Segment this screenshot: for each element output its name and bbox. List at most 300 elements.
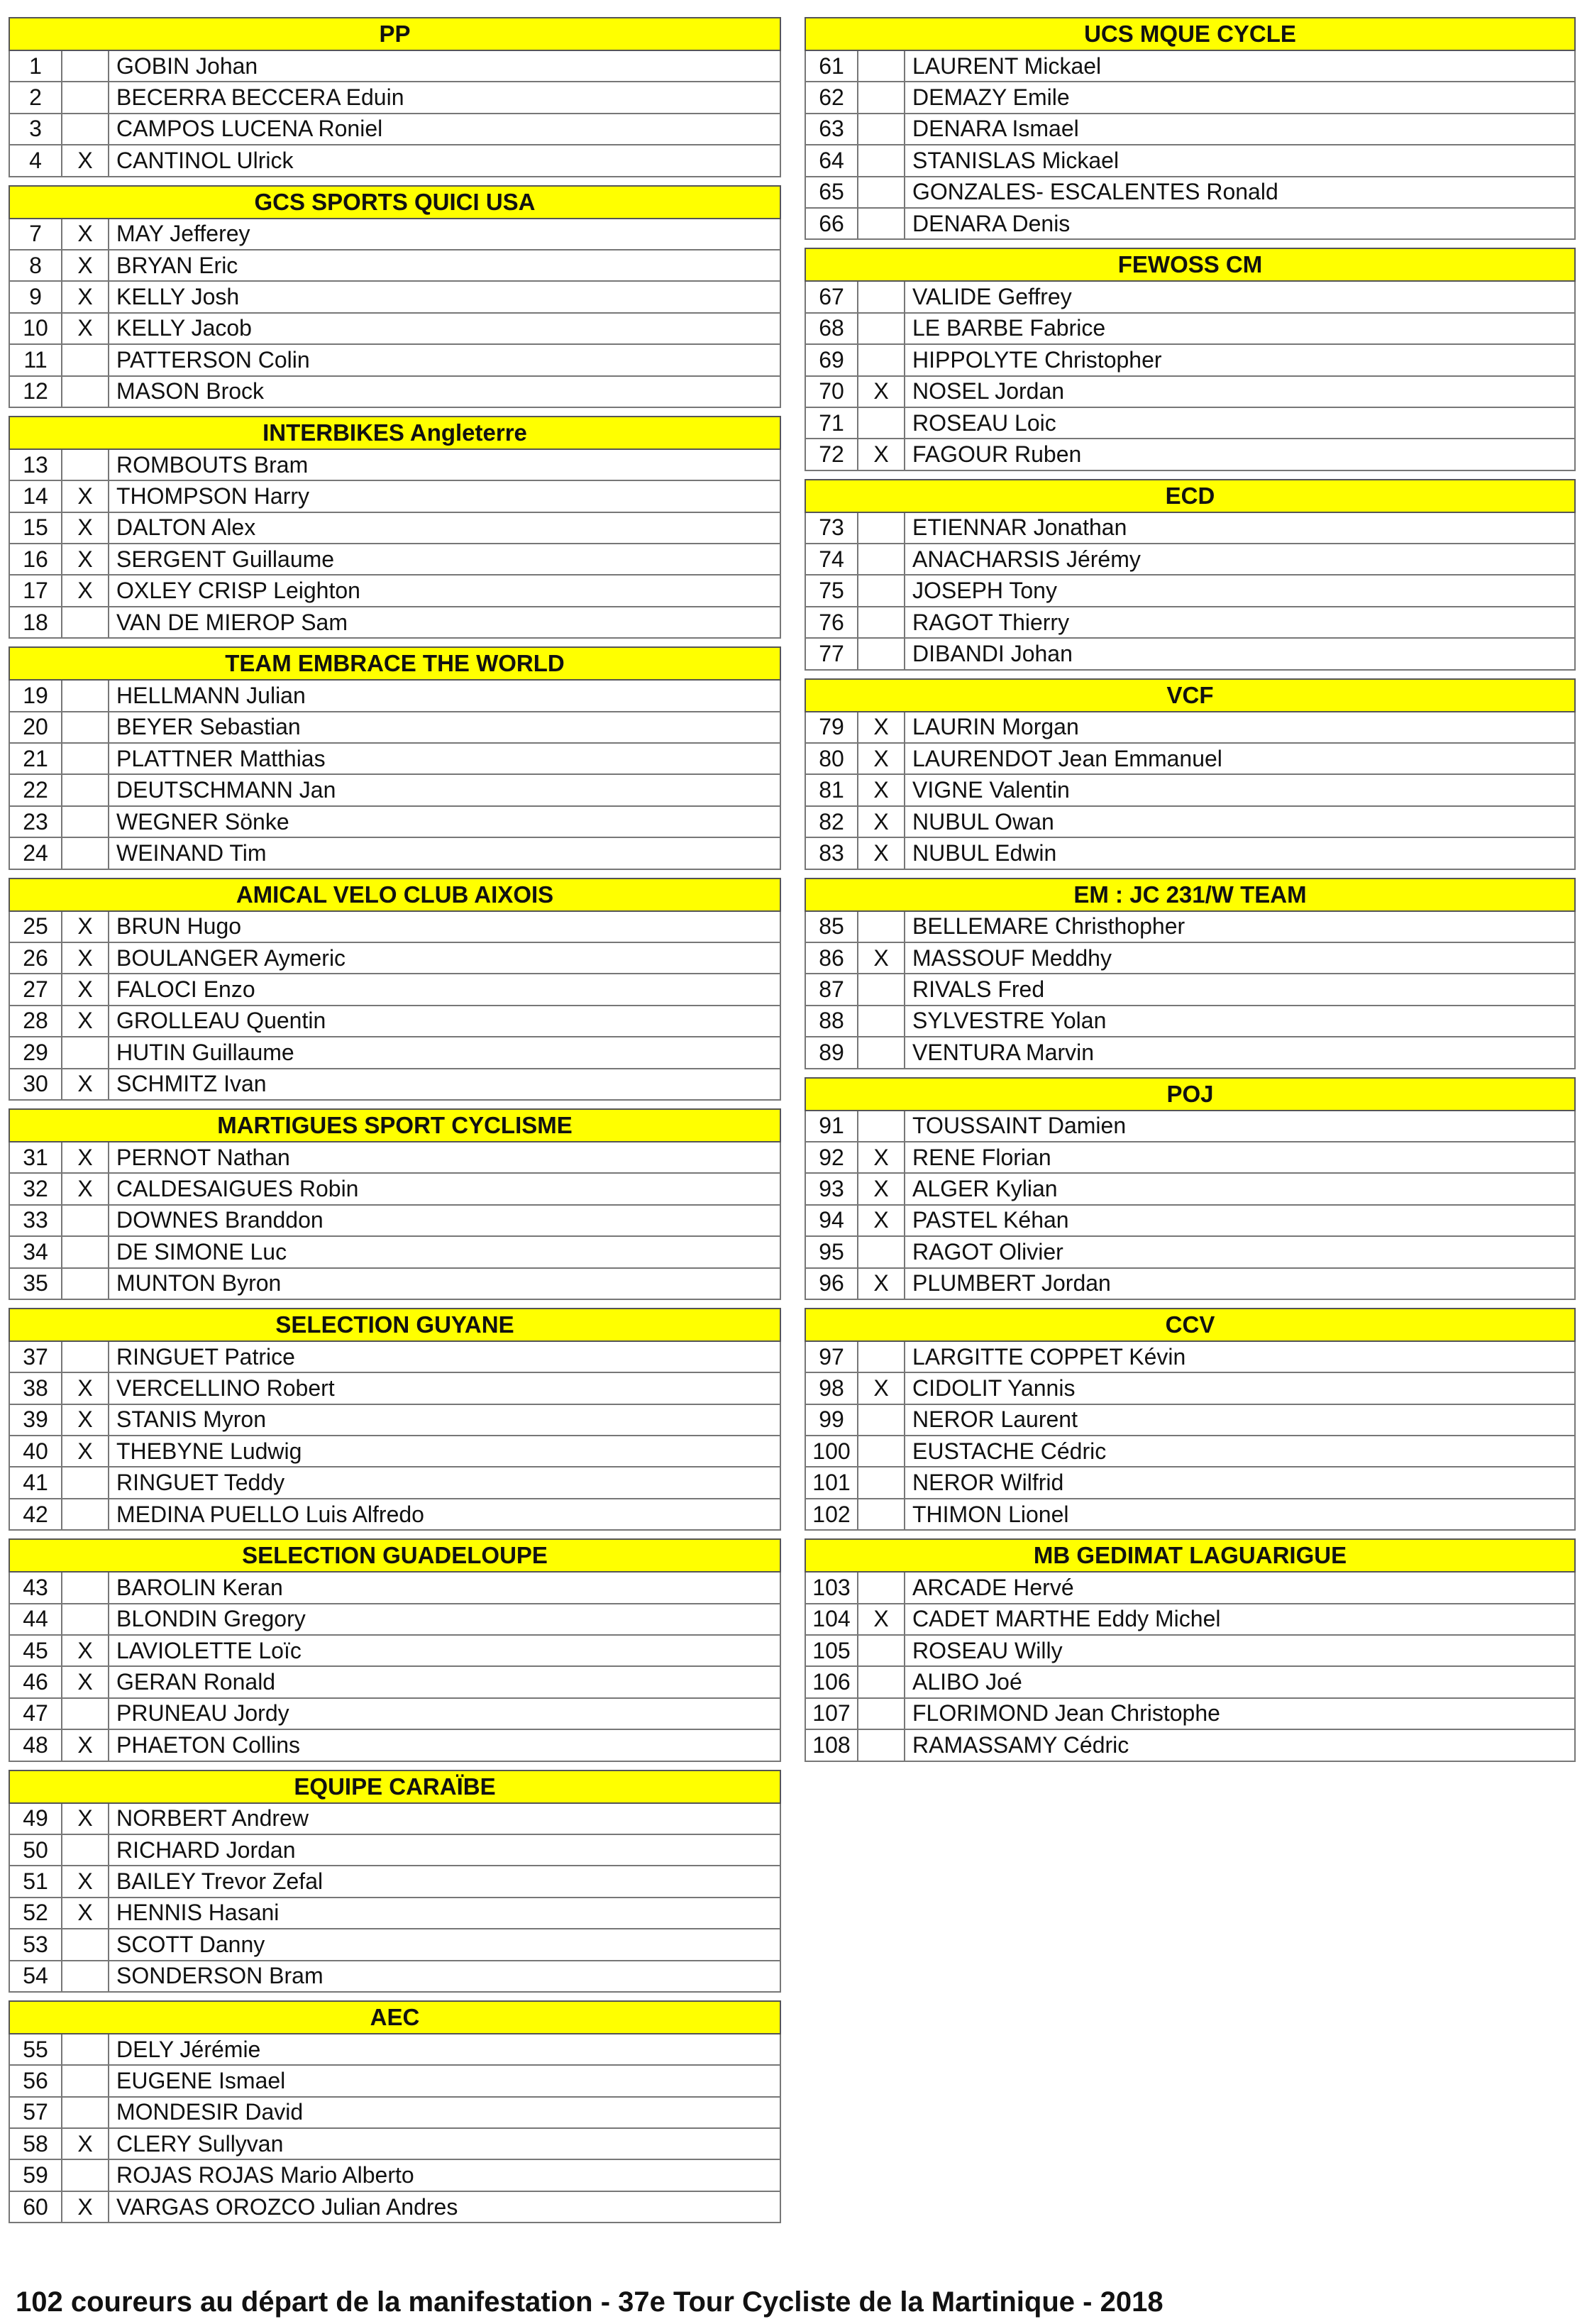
rider-name: ROJAS ROJAS Mario Alberto: [116, 2162, 414, 2188]
rider-name: DALTON Alex: [116, 514, 256, 541]
rider-name: MAY Jefferey: [116, 221, 250, 247]
rider-number: 9: [10, 282, 62, 312]
rider-number: 10: [10, 314, 62, 343]
rider-number: 47: [10, 1699, 62, 1729]
rider-number: 70: [806, 377, 858, 407]
rider-number: 64: [806, 145, 858, 175]
rider-number: 100: [806, 1436, 858, 1466]
rider-row: [9, 314, 781, 345]
rider-name: BECERRA BECCERA Eduin: [116, 84, 404, 111]
rider-mark: [858, 1436, 905, 1466]
rider-mark: X: [858, 1373, 905, 1403]
rider-mark: X: [62, 1636, 109, 1665]
rider-name: EUSTACHE Cédric: [912, 1438, 1107, 1464]
rider-row: [805, 1373, 1576, 1404]
team-header: UCS MQUE CYCLE: [805, 17, 1576, 51]
rider-number: 42: [10, 1499, 62, 1529]
rider-number: 7: [10, 219, 62, 249]
rider-row: [805, 1142, 1576, 1174]
rider-row: [805, 544, 1576, 576]
rider-row: [9, 1499, 781, 1531]
rider-mark: [858, 576, 905, 605]
rider-number: 88: [806, 1006, 858, 1036]
rider-row: [805, 1499, 1576, 1531]
rider-mark: [62, 114, 109, 144]
rider-name: SYLVESTRE Yolan: [912, 1008, 1107, 1034]
rider-mark: [62, 1206, 109, 1235]
rider-mark: [62, 775, 109, 805]
team-header: AMICAL VELO CLUB AIXOIS: [9, 878, 781, 912]
rider-number: 101: [806, 1467, 858, 1497]
team-block: [805, 248, 1576, 470]
rider-number: 19: [10, 681, 62, 710]
rider-number: 34: [10, 1237, 62, 1267]
rider-mark: [62, 1237, 109, 1267]
rider-mark: [62, 607, 109, 637]
rider-name: ROSEAU Loic: [912, 409, 1056, 436]
rider-name: BOULANGER Aymeric: [116, 945, 346, 971]
rider-name: STANIS Myron: [116, 1406, 266, 1433]
rider-row: [805, 744, 1576, 775]
rider-number: 99: [806, 1405, 858, 1435]
rider-row: [805, 314, 1576, 345]
rider-name: DE SIMONE Luc: [116, 1238, 287, 1265]
rider-name: DENARA Ismael: [912, 116, 1079, 142]
team-header: INTERBIKES Angleterre: [9, 416, 781, 450]
rider-mark: [62, 1929, 109, 1959]
rider-mark: [858, 1037, 905, 1067]
rider-name: BEYER Sebastian: [116, 714, 301, 740]
rider-mark: [62, 1269, 109, 1299]
rider-row: [9, 1835, 781, 1866]
rider-mark: [62, 1342, 109, 1372]
rider-row: [805, 177, 1576, 209]
rider-row: [805, 912, 1576, 943]
team-header: MARTIGUES SPORT CYCLISME: [9, 1108, 781, 1142]
rider-mark: [858, 1499, 905, 1529]
rider-row: [9, 1142, 781, 1174]
rider-mark: X: [62, 250, 109, 280]
rider-row: [9, 1573, 781, 1604]
rider-number: 80: [806, 744, 858, 773]
rider-row: [805, 1573, 1576, 1604]
rider-mark: [858, 314, 905, 343]
rider-row: [805, 377, 1576, 408]
rider-name: NORBERT Andrew: [116, 1805, 309, 1832]
rider-name: ROSEAU Willy: [912, 1637, 1063, 1663]
rider-number: 40: [10, 1436, 62, 1466]
team-block: [805, 1308, 1576, 1531]
rider-row: [805, 974, 1576, 1006]
rider-name: PHAETON Collins: [116, 1731, 301, 1758]
left-column: [9, 17, 781, 2231]
rider-number: 66: [806, 209, 858, 238]
rider-mark: X: [62, 282, 109, 312]
rider-name: CALDESAIGUES Robin: [116, 1176, 359, 1202]
team-header: EM : JC 231/W TEAM: [805, 878, 1576, 912]
team-block: [9, 878, 781, 1101]
rider-mark: X: [62, 2129, 109, 2159]
rider-row: [805, 439, 1576, 470]
rider-name: RAGOT Olivier: [912, 1238, 1063, 1265]
rider-row: [9, 744, 781, 775]
rider-name: BAILEY Trevor Zefal: [116, 1868, 324, 1895]
rider-row: [805, 145, 1576, 177]
rider-name: DEUTSCHMANN Jan: [116, 777, 336, 803]
rider-number: 3: [10, 114, 62, 144]
rider-name: HELLMANN Julian: [116, 682, 306, 708]
rider-name: LAURIN Morgan: [912, 714, 1079, 740]
rider-name: MUNTON Byron: [116, 1270, 282, 1296]
rider-name: NEROR Wilfrid: [912, 1470, 1064, 1496]
rider-number: 12: [10, 377, 62, 407]
rider-row: [9, 1730, 781, 1761]
rider-number: 22: [10, 775, 62, 805]
rider-row: [805, 1436, 1576, 1467]
rider-name: RINGUET Patrice: [116, 1343, 295, 1370]
rider-name: MEDINA PUELLO Luis Alfredo: [116, 1501, 424, 1527]
rider-mark: [858, 177, 905, 207]
rider-name: JOSEPH Tony: [912, 578, 1057, 604]
rider-row: [805, 1006, 1576, 1037]
rider-number: 52: [10, 1898, 62, 1928]
rider-mark: [858, 1467, 905, 1497]
rider-name: SONDERSON Bram: [116, 1963, 324, 1989]
rider-number: 85: [806, 912, 858, 942]
rider-row: [9, 2129, 781, 2160]
rider-mark: X: [62, 513, 109, 543]
rider-mark: X: [62, 145, 109, 175]
rider-name: ALGER Kylian: [912, 1176, 1058, 1202]
rider-row: [805, 1174, 1576, 1205]
rider-row: [9, 1636, 781, 1667]
rider-mark: [62, 450, 109, 480]
rider-mark: [62, 82, 109, 112]
rider-number: 44: [10, 1604, 62, 1634]
team-block: [805, 17, 1576, 240]
rider-mark: [858, 1111, 905, 1141]
rider-number: 37: [10, 1342, 62, 1372]
team-block: [9, 1770, 781, 1993]
rider-number: 32: [10, 1174, 62, 1204]
rider-row: [805, 513, 1576, 544]
team-block: [9, 17, 781, 177]
team-header: CCV: [805, 1308, 1576, 1342]
rider-row: [9, 2066, 781, 2097]
rider-name: VIGNE Valentin: [912, 777, 1070, 803]
rider-number: 82: [806, 807, 858, 837]
rider-number: 58: [10, 2129, 62, 2159]
rider-mark: X: [62, 1069, 109, 1099]
footer-summary: 102 coureurs au départ de la manifestation - 37e Tour Cycliste de la Martinique - 2018: [16, 2286, 1163, 2318]
rider-name: GONZALES- ESCALENTES Ronald: [912, 179, 1278, 205]
rider-row: [805, 943, 1576, 974]
rider-row: [9, 219, 781, 250]
rider-number: 103: [806, 1573, 858, 1602]
rider-row: [9, 282, 781, 313]
rider-row: [9, 681, 781, 712]
rider-row: [9, 1373, 781, 1404]
team-block: [9, 1308, 781, 1531]
rider-mark: X: [858, 838, 905, 868]
rider-row: [805, 408, 1576, 439]
rider-row: [9, 838, 781, 869]
rider-row: [805, 114, 1576, 145]
rider-name: PLUMBERT Jordan: [912, 1270, 1111, 1296]
rider-number: 77: [806, 639, 858, 668]
rider-row: [9, 1174, 781, 1205]
rider-mark: [62, 1499, 109, 1529]
rider-number: 49: [10, 1804, 62, 1834]
rider-mark: X: [62, 544, 109, 574]
rider-number: 33: [10, 1206, 62, 1235]
rider-name: DENARA Denis: [912, 210, 1071, 236]
rider-row: [805, 576, 1576, 607]
rider-number: 27: [10, 974, 62, 1004]
rider-number: 68: [806, 314, 858, 343]
rider-name: SCOTT Danny: [116, 1931, 265, 1957]
rider-row: [9, 145, 781, 177]
rider-name: CANTINOL Ulrick: [116, 147, 294, 173]
rider-mark: [858, 1006, 905, 1036]
rider-mark: [62, 681, 109, 710]
rider-row: [9, 114, 781, 145]
rider-name: NUBUL Owan: [912, 808, 1054, 835]
rider-name: BAROLIN Keran: [116, 1574, 283, 1600]
rider-name: BRYAN Eric: [116, 252, 238, 278]
rider-mark: [858, 1636, 905, 1665]
rider-number: 105: [806, 1636, 858, 1665]
rider-name: RIVALS Fred: [912, 976, 1045, 1003]
rider-row: [805, 51, 1576, 82]
rider-number: 59: [10, 2160, 62, 2190]
rider-row: [805, 775, 1576, 806]
rider-number: 108: [806, 1730, 858, 1760]
rider-mark: X: [62, 1373, 109, 1403]
rider-mark: X: [858, 1174, 905, 1204]
rider-name: CIDOLIT Yannis: [912, 1375, 1076, 1401]
rider-row: [9, 82, 781, 114]
rider-number: 76: [806, 607, 858, 637]
rider-number: 31: [10, 1142, 62, 1172]
rider-name: VENTURA Marvin: [912, 1039, 1095, 1065]
rider-row: [9, 1467, 781, 1499]
rider-number: 81: [806, 775, 858, 805]
rider-name: EUGENE Ismael: [116, 2068, 286, 2093]
rider-row: [805, 1269, 1576, 1300]
team-header: EQUIPE CARAÏBE: [9, 1770, 781, 1804]
rider-mark: [62, 1961, 109, 1991]
rider-row: [805, 838, 1576, 869]
rider-row: [805, 1604, 1576, 1636]
team-header: POJ: [805, 1077, 1576, 1111]
rider-number: 56: [10, 2066, 62, 2096]
rider-mark: [62, 1835, 109, 1865]
rider-number: 73: [806, 513, 858, 543]
rider-name: HIPPOLYTE Christopher: [912, 346, 1162, 373]
rider-row: [9, 1929, 781, 1961]
rider-row: [9, 1699, 781, 1730]
rider-name: BELLEMARE Christhopher: [912, 913, 1185, 940]
team-block: [805, 878, 1576, 1069]
rider-number: 57: [10, 2098, 62, 2127]
rider-number: 41: [10, 1467, 62, 1497]
rider-number: 91: [806, 1111, 858, 1141]
rider-number: 30: [10, 1069, 62, 1099]
team-block: [805, 479, 1576, 671]
rider-name: FAGOUR Ruben: [912, 441, 1082, 467]
rider-mark: [858, 1342, 905, 1372]
rider-row: [805, 1037, 1576, 1069]
rider-mark: X: [858, 377, 905, 407]
rider-name: RENE Florian: [912, 1144, 1051, 1170]
rider-number: 61: [806, 51, 858, 81]
rider-mark: X: [62, 1866, 109, 1896]
team-header: GCS SPORTS QUICI USA: [9, 185, 781, 219]
rider-row: [805, 1467, 1576, 1499]
rider-number: 11: [10, 345, 62, 375]
rider-number: 50: [10, 1835, 62, 1865]
rider-row: [9, 974, 781, 1006]
rider-mark: [858, 974, 905, 1004]
rider-mark: X: [62, 1436, 109, 1466]
rider-mark: X: [858, 1142, 905, 1172]
rider-row: [805, 209, 1576, 240]
rider-row: [9, 912, 781, 943]
team-block: [805, 678, 1576, 870]
team-header: PP: [9, 17, 781, 51]
rider-mark: X: [62, 974, 109, 1004]
rider-number: 53: [10, 1929, 62, 1959]
rider-mark: [858, 607, 905, 637]
rider-name: PRUNEAU Jordy: [116, 1700, 289, 1727]
rider-name: LE BARBE Fabrice: [912, 315, 1106, 341]
rider-mark: [62, 744, 109, 773]
rider-mark: [858, 912, 905, 942]
rider-row: [805, 1206, 1576, 1237]
rider-number: 95: [806, 1237, 858, 1267]
rider-row: [9, 1898, 781, 1929]
rider-name: CLERY Sullyvan: [116, 2130, 284, 2157]
team-block: [9, 1108, 781, 1300]
rider-number: 28: [10, 1006, 62, 1036]
rider-row: [9, 807, 781, 838]
rider-number: 60: [10, 2192, 62, 2222]
rider-row: [9, 513, 781, 544]
rider-row: [805, 639, 1576, 670]
rider-number: 2: [10, 82, 62, 112]
rider-mark: [858, 408, 905, 438]
rider-number: 89: [806, 1037, 858, 1067]
rider-mark: X: [62, 943, 109, 973]
rider-name: GERAN Ronald: [116, 1669, 276, 1695]
right-column: [805, 17, 1576, 1770]
rider-name: BRUN Hugo: [116, 913, 242, 940]
rider-row: [9, 1237, 781, 1268]
rider-mark: [858, 639, 905, 668]
rider-number: 13: [10, 450, 62, 480]
rider-mark: [62, 807, 109, 837]
rider-number: 92: [806, 1142, 858, 1172]
rider-number: 21: [10, 744, 62, 773]
rider-name: MASON Brock: [116, 378, 265, 404]
rider-mark: [62, 2098, 109, 2127]
rider-number: 51: [10, 1866, 62, 1896]
rider-mark: [62, 51, 109, 81]
rider-number: 54: [10, 1961, 62, 1991]
rider-name: FALOCI Enzo: [116, 976, 255, 1003]
rider-mark: [858, 1237, 905, 1267]
rider-name: GROLLEAU Quentin: [116, 1008, 326, 1034]
rider-row: [805, 712, 1576, 744]
rider-mark: [858, 82, 905, 112]
rider-mark: X: [62, 1006, 109, 1036]
rider-name: OXLEY CRISP Leighton: [116, 578, 360, 604]
rider-name: LAVIOLETTE Loïc: [116, 1637, 302, 1663]
rider-row: [9, 1804, 781, 1835]
rider-number: 102: [806, 1499, 858, 1529]
rider-name: HENNIS Hasani: [116, 1900, 280, 1926]
rider-number: 93: [806, 1174, 858, 1204]
rider-number: 74: [806, 544, 858, 574]
rider-number: 72: [806, 439, 858, 469]
rider-mark: [858, 1573, 905, 1602]
rider-row: [9, 1269, 781, 1300]
rider-mark: X: [62, 1174, 109, 1204]
rider-name: VALIDE Geffrey: [912, 284, 1072, 310]
rider-row: [805, 345, 1576, 376]
rider-number: 20: [10, 712, 62, 742]
rider-name: CAMPOS LUCENA Roniel: [116, 116, 383, 142]
rider-name: TOUSSAINT Damien: [912, 1113, 1127, 1139]
rider-name: FLORIMOND Jean Christophe: [912, 1700, 1220, 1727]
rider-number: 87: [806, 974, 858, 1004]
team-block: [805, 1077, 1576, 1300]
rider-name: SCHMITZ Ivan: [116, 1071, 267, 1097]
rider-mark: X: [858, 712, 905, 742]
rider-name: KELLY Jacob: [116, 315, 252, 341]
rider-number: 25: [10, 912, 62, 942]
rider-name: MASSOUF Meddhy: [912, 945, 1112, 971]
rider-row: [9, 1342, 781, 1373]
rider-row: [9, 1405, 781, 1436]
rider-row: [805, 282, 1576, 313]
rider-name: VARGAS OROZCO Julian Andres: [116, 2193, 458, 2220]
rider-name: VERCELLINO Robert: [116, 1375, 335, 1401]
rider-name: PLATTNER Matthias: [116, 745, 326, 771]
rider-row: [9, 544, 781, 576]
rider-mark: [858, 114, 905, 144]
rider-mark: X: [858, 1604, 905, 1634]
rider-name: LAURENDOT Jean Emmanuel: [912, 745, 1222, 771]
team-header: SELECTION GUADELOUPE: [9, 1538, 781, 1573]
team-header: AEC: [9, 2000, 781, 2034]
rider-row: [9, 1006, 781, 1037]
rider-number: 83: [806, 838, 858, 868]
rider-number: 15: [10, 513, 62, 543]
rider-row: [9, 345, 781, 376]
rider-number: 75: [806, 576, 858, 605]
rider-name: SERGENT Guillaume: [116, 546, 335, 572]
rider-row: [9, 1069, 781, 1101]
rider-name: RINGUET Teddy: [116, 1470, 285, 1496]
rider-mark: X: [62, 576, 109, 605]
rider-name: DEMAZY Emile: [912, 84, 1070, 111]
team-header: MB GEDIMAT LAGUARIGUE: [805, 1538, 1576, 1573]
rider-name: MONDESIR David: [116, 2099, 304, 2125]
rider-row: [9, 1206, 781, 1237]
rider-mark: X: [858, 1206, 905, 1235]
